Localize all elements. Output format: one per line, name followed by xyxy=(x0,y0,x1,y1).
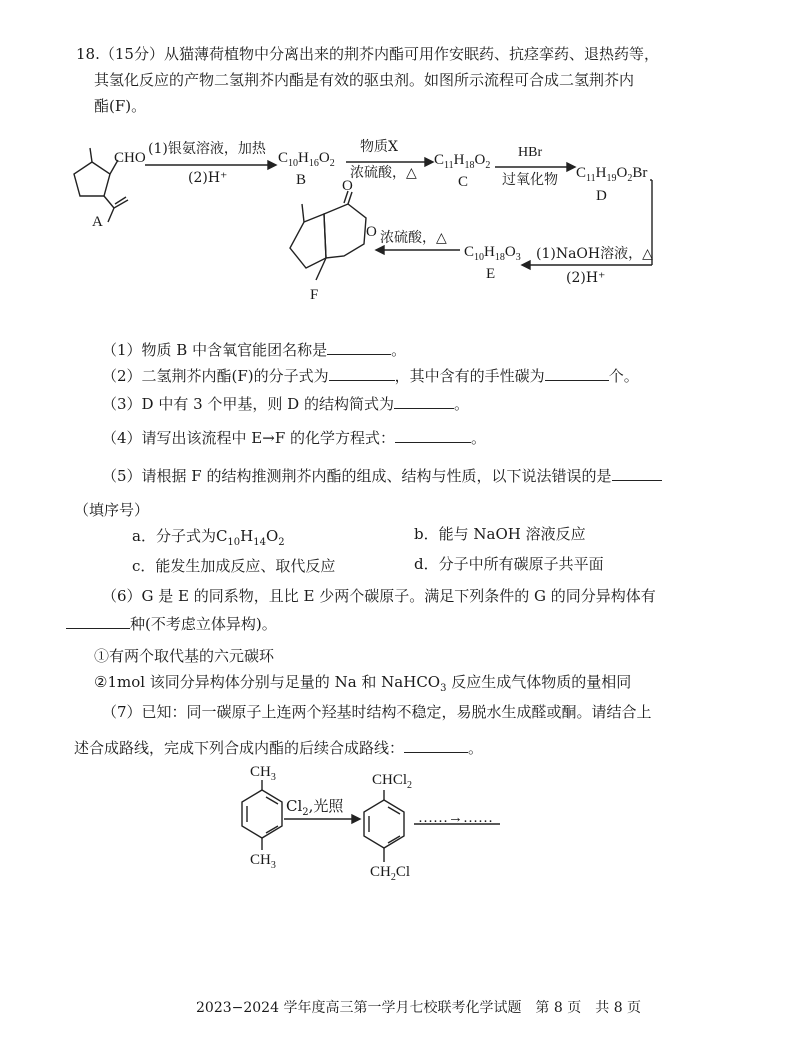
step5-reagent-top: 浓硫酸，△ xyxy=(380,230,447,246)
q2-formula-blank[interactable] xyxy=(329,366,395,381)
step2-reagent-bottom: 浓硫酸，△ xyxy=(350,165,417,181)
compound-c-formula: $C_{11}H_{18}O_2$ xyxy=(434,152,491,171)
step1-reagent-bottom: (2)H⁺ xyxy=(188,170,228,186)
condition-1: ①有两个取代基的六元碳环 xyxy=(94,647,275,665)
route-ring-2 xyxy=(364,800,404,848)
compound-e-formula: $C_{10}H_{18}O_3$ xyxy=(464,244,521,263)
question-intro-line3: 酯(F)。 xyxy=(94,97,147,115)
route-continuation-dots: ……→…… xyxy=(418,810,493,826)
step4-reagent-bottom: (2)H⁺ xyxy=(566,270,606,286)
option-b: b．能与 NaOH 溶液反应 xyxy=(414,525,586,543)
compound-f-carbonyl-o: O xyxy=(342,178,353,194)
compound-d-label: D xyxy=(596,188,607,204)
compound-f-ring-o: O xyxy=(366,224,377,240)
compound-c-label: C xyxy=(458,174,469,190)
step4-reagent-top: (1)NaOH溶液，△ xyxy=(536,246,653,262)
compound-f-cyclopentane xyxy=(290,214,326,268)
question-intro-line1: 18.（15分）从猫薄荷植物中分离出来的荆芥内酯可用作安眠药、抗痉挛药、退热药等， xyxy=(76,45,659,63)
q6: （6）G 是 E 的同系物，且比 E 少两个碳原子。满足下列条件的 G 的同分异构体有 xyxy=(102,587,656,605)
compound-a-ring xyxy=(74,162,110,196)
compound-d-formula: $C_{11}H_{19}O_2Br$ xyxy=(576,165,648,184)
q5-note: （填序号） xyxy=(74,501,150,519)
q5-answer-blank[interactable] xyxy=(612,466,662,481)
q7-line1: （7）已知：同一碳原子上连两个羟基时结构不稳定，易脱水生成醛或酮。请结合上 xyxy=(102,703,652,721)
q3-answer-blank[interactable] xyxy=(394,394,454,409)
q1: （1）物质 B 中含氧官能团名称是 。 xyxy=(102,341,407,359)
q4-answer-blank[interactable] xyxy=(395,428,471,443)
route-ch3-bottom: $CH_3$ xyxy=(250,852,276,871)
step1-reagent-top: (1)银氨溶液，加热 xyxy=(148,141,266,157)
compound-a-cho: CHO xyxy=(114,150,146,166)
q7-answer-blank[interactable] xyxy=(404,738,468,753)
compound-b-formula: $C_{10}H_{16}O_2$ xyxy=(278,150,335,169)
q6-line2: 种(不考虑立体异构)。 xyxy=(66,614,277,634)
q7-line2: 述合成路线，完成下列合成内酯的后续合成路线： 。 xyxy=(74,739,484,757)
page-footer: 2023−2024 学年度高三第一学月七校联考化学试题 第 8 页 共 8 页 xyxy=(196,1000,642,1016)
q2-chiral-blank[interactable] xyxy=(545,366,609,381)
compound-a-label: A xyxy=(92,214,103,230)
route-ch2cl: $CH_2Cl$ xyxy=(370,864,411,883)
q4: （4）请写出该流程中 E→F 的化学方程式： 。 xyxy=(102,429,487,447)
option-c: c．能发生加成反应、取代反应 xyxy=(132,557,336,575)
q5: （5）请根据 F 的结构推测荆芥内酯的组成、结构与性质，以下说法错误的是 xyxy=(102,466,662,486)
q2: （2）二氢荆芥内酯(F)的分子式为 ，其中含有的手性碳为 个。 xyxy=(102,367,639,385)
step3-reagent-bottom: 过氧化物 xyxy=(502,172,558,188)
route-chcl2: CHCl$_2$ xyxy=(372,772,413,791)
q6-answer-blank[interactable] xyxy=(66,614,130,629)
option-a: a．分子式为$C_{10}H_{14}O_2$ xyxy=(132,527,285,548)
route-ring-1 xyxy=(242,790,282,838)
compound-b-label: B xyxy=(296,172,307,188)
q1-answer-blank[interactable] xyxy=(327,340,391,355)
step2-reagent-top: 物质X xyxy=(360,139,398,155)
compound-f-lactone-ring xyxy=(324,204,366,258)
compound-e-label: E xyxy=(486,266,496,282)
question-intro-line2: 其氢化反应的产物二氢荆芥内酯是有效的驱虫剂。如图所示流程可合成二氢荆芥内 xyxy=(94,71,635,89)
option-d: d．分子中所有碳原子共平面 xyxy=(414,555,604,573)
route-ch3-top: $CH_3$ xyxy=(250,764,276,783)
step3-reagent-top: HBr xyxy=(518,145,543,160)
compound-f-label: F xyxy=(310,287,319,303)
route-reagent: $Cl_2$,光照 xyxy=(286,797,344,818)
q3: （3）D 中有 3 个甲基，则 D 的结构简式为 。 xyxy=(102,395,469,413)
condition-2: ②1mol 该同分异构体分别与足量的 Na 和 NaHCO$_3$ 反应生成气体物质的量相同 xyxy=(94,673,632,694)
